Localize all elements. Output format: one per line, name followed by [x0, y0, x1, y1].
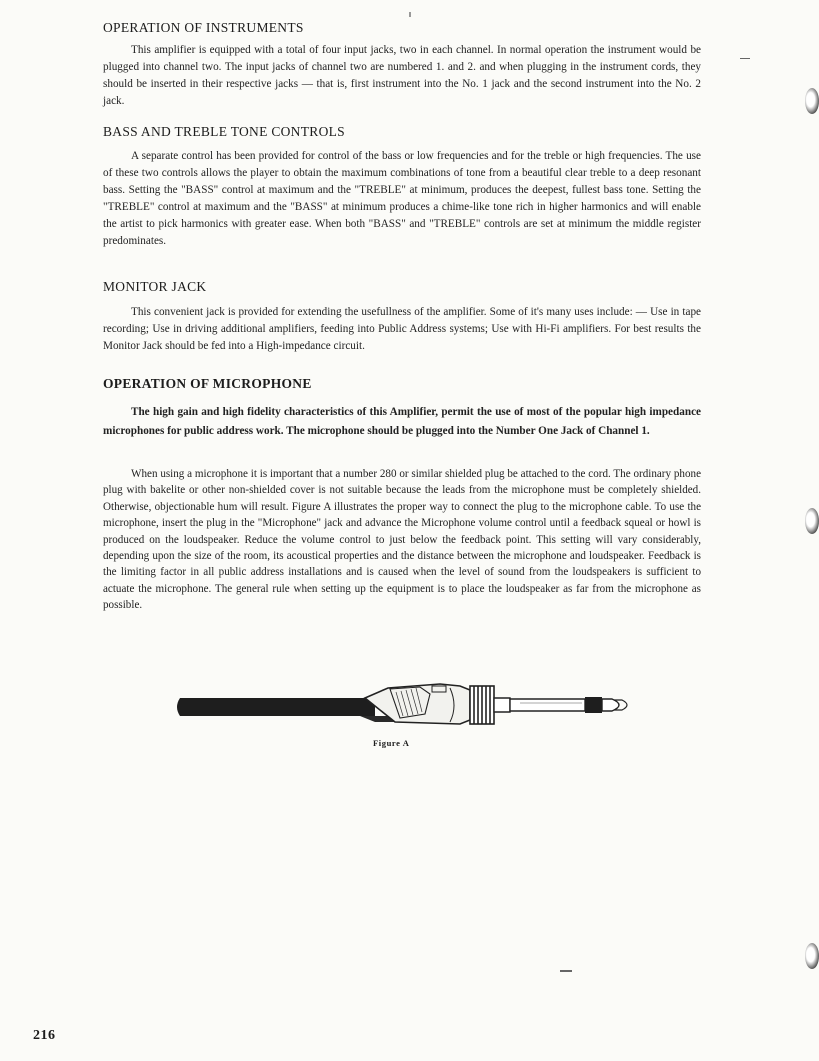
- heading-monitor-jack: MONITOR JACK: [103, 279, 207, 294]
- paragraph-bass-and-treble: A separate control has been provided for control of the bass or low frequencies and for the treble or high frequencies. The use of these two controls allows the player to obtain the maximum combinations of tone from a beautiful clear treble to a deep resonant bass. Setting the "BASS" control at maximum and the "TREBLE" at minimum, produces the deepest, fullest bass tone. Setting the "TREBLE" control at maximum and the "BASS" at minimum produces a chime-like tone rich in higher harmonics and will enable the artist to pick harmonics with greater ease. When both "BASS" and "TREBLE" controls are set at minimum the middle register predominates.: [103, 150, 701, 247]
- page-number: 216: [33, 1028, 56, 1043]
- heading-bass-and-treble: BASS AND TREBLE TONE CONTROLS: [103, 124, 345, 139]
- binder-hole-top: [805, 88, 819, 114]
- paragraph-microphone-usage: When using a microphone it is important that a number 280 or similar shielded plug be attached to the cord. The ordinary phone plug with bakelite or other non-shielded cover is not suitable because the leads from the microphone must be completely shielded. Otherwise, objectionable hum will result. Figure A illustrates the proper way to connect the plug to the microphone cable. To use the microphone, insert the plug in the "Microphone" jack and advance the Microphone volume control until a feedback squeal or howl is produced on the loudspeaker. Reduce the volume control to just below the feedback point. This setting will vary considerably, depending upon the size of the room, its acoustical properties and the distance between the microphone and loudspeaker. Feedback is the limiting factor in all public address installations and is caused when the level of sound from the loudspeakers is sufficient to actuate the microphone. The general rule when setting up the equipment is to place the loudspeaker as far from the microphone as possible.: [103, 468, 701, 612]
- scan-speck: [560, 970, 572, 972]
- heading-operation-of-microphone: OPERATION OF MICROPHONE: [103, 376, 312, 391]
- figure-a: [170, 676, 640, 746]
- paragraph-monitor-jack: This convenient jack is provided for extending the usefullness of the amplifier. Some of it's many uses include: — Use in tape recording; Use in driving additional amplifiers, feeding into Public Address systems; Use with Hi-Fi amplifiers. For best results the Monitor Jack should be fed into a High-impedance circuit.: [103, 306, 701, 352]
- binder-hole-bottom: [805, 943, 819, 969]
- scan-speck: [740, 58, 750, 59]
- paragraph-microphone-intro: The high gain and high fidelity characteristics of this Amplifier, permit the use of most of the popular high impedance microphones for public address work. The microphone should be plugged into the Number One Jack of Channel 1.: [103, 406, 701, 438]
- phone-plug-illustration-icon: [170, 676, 640, 746]
- figure-caption: Figure A: [373, 738, 410, 748]
- scan-speck: [409, 12, 411, 17]
- paragraph-operation-of-instruments: This amplifier is equipped with a total of four input jacks, two in each channel. In normal operation the instrument would be plugged into channel two. The input jacks of channel two are numbered 1. and 2. and when plugging in the instrument cords, they should be inserted in their respective jacks — that is, first instrument into the No. 1 jack and the second instrument into the No. 2 jack.: [103, 44, 701, 107]
- heading-operation-of-instruments: OPERATION OF INSTRUMENTS: [103, 20, 304, 35]
- binder-hole-middle: [805, 508, 819, 534]
